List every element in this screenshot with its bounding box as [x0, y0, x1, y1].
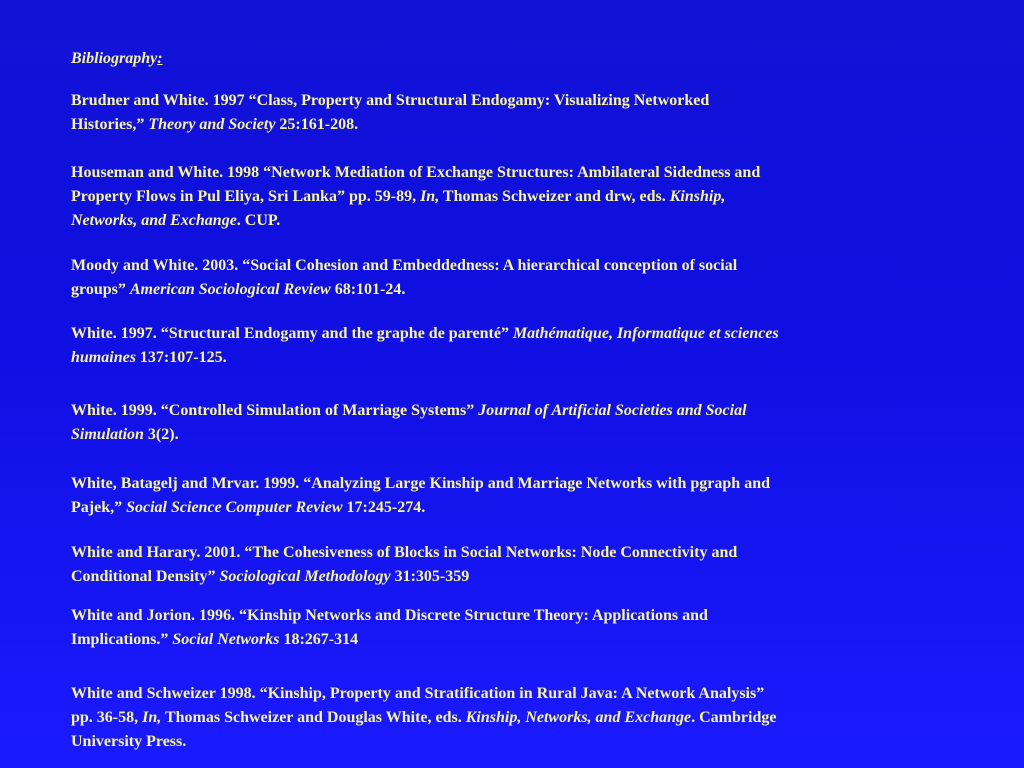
ref-line [71, 628, 708, 652]
ref-line: White and Jorion. 1996. “Kinship Networks and Discrete Structure Theory: Applications and [71, 607, 708, 624]
ref-text: Histories,” [71, 116, 149, 133]
ref-text: Thomas Schweizer and drw, eds. [439, 188, 670, 205]
ref-text: 31:305-359 [390, 568, 470, 585]
ref-journal: Theory and Society [148, 116, 276, 133]
ref-text: groups” [71, 281, 130, 298]
reference-white-1997 [71, 322, 779, 370]
bibliography-heading [71, 48, 163, 70]
ref-journal: humaines [71, 349, 136, 366]
ref-text: White. 1997. “Structural Endogamy and the graphe de parenté” [71, 325, 513, 342]
ref-text: Pajek,” [71, 499, 127, 516]
ref-text: Thomas Schweizer and Douglas White, eds. [161, 709, 466, 726]
reference-white-batagelj-mrvar-1999 [71, 472, 770, 520]
ref-line: White and Schweizer 1998. “Kinship, Property and Stratification in Rural Java: A Network Analysis” [71, 685, 765, 702]
ref-journal: Social Science Computer Review [126, 499, 343, 516]
reference-houseman-white-1998 [71, 161, 760, 233]
ref-book-title: Kinship, [669, 188, 726, 205]
heading-colon: : [157, 50, 163, 67]
ref-book-title: Kinship, Networks, and Exchange [465, 709, 692, 726]
ref-line [71, 706, 776, 730]
ref-text: pp. 36-58, [71, 709, 143, 726]
ref-text: 3(2). [143, 426, 179, 443]
ref-line [71, 423, 747, 447]
ref-line [71, 185, 760, 209]
ref-line [71, 346, 779, 370]
ref-line [71, 278, 737, 302]
ref-line: Moody and White. 2003. “Social Cohesion and Embeddedness: A hierarchical conception of social [71, 257, 738, 274]
reference-white-harary-2001 [71, 541, 737, 589]
ref-journal: Simulation [71, 426, 144, 443]
ref-line [71, 209, 760, 233]
ref-line [71, 496, 770, 520]
ref-text: Implications.” [71, 631, 173, 648]
ref-line [71, 322, 779, 346]
ref-text: 18:267-314 [279, 631, 359, 648]
ref-journal: Journal of Artificial Societies and Social [478, 402, 747, 419]
ref-journal: American Sociological Review [129, 281, 331, 298]
ref-line [71, 399, 747, 423]
ref-line [71, 113, 709, 137]
ref-text: Property Flows in Pul Eliya, Sri Lanka” pp. 59-89, [71, 188, 421, 205]
ref-journal: Social Networks [172, 631, 280, 648]
reference-brudner-white-1997 [71, 89, 709, 137]
ref-text: . Cambridge [691, 709, 777, 726]
ref-journal: Mathématique, Informatique et sciences [512, 325, 779, 342]
ref-line [71, 565, 737, 589]
ref-text: White. 1999. “Controlled Simulation of Marriage Systems” [71, 402, 479, 419]
ref-line: Houseman and White. 1998 “Network Mediation of Exchange Structures: Ambilateral Sidedness and [71, 164, 761, 181]
ref-line: University Press. [71, 733, 187, 750]
ref-text: 137:107-125. [135, 349, 227, 366]
heading-label: Bibliography [71, 50, 158, 67]
ref-line: Brudner and White. 1997 “Class, Property and Structural Endogamy: Visualizing Networked [71, 92, 710, 109]
ref-italic: In, [420, 188, 440, 205]
ref-text: Conditional Density” [71, 568, 220, 585]
ref-text: . CUP. [236, 212, 281, 229]
reference-white-schweizer-1998 [71, 682, 776, 754]
ref-book-title: Networks, and Exchange [71, 212, 237, 229]
reference-white-jorion-1996 [71, 604, 708, 652]
ref-journal: Sociological Methodology [219, 568, 391, 585]
reference-moody-white-2003 [71, 254, 737, 302]
ref-line: White, Batagelj and Mrvar. 1999. “Analyzing Large Kinship and Marriage Networks with pgraph and [71, 475, 770, 492]
ref-italic: In, [142, 709, 162, 726]
ref-line: White and Harary. 2001. “The Cohesiveness of Blocks in Social Networks: Node Connectivity and [71, 544, 738, 561]
ref-text: 17:245-274. [342, 499, 426, 516]
ref-text: 25:161-208. [275, 116, 359, 133]
ref-text: 68:101-24. [330, 281, 406, 298]
reference-white-1999 [71, 399, 747, 447]
